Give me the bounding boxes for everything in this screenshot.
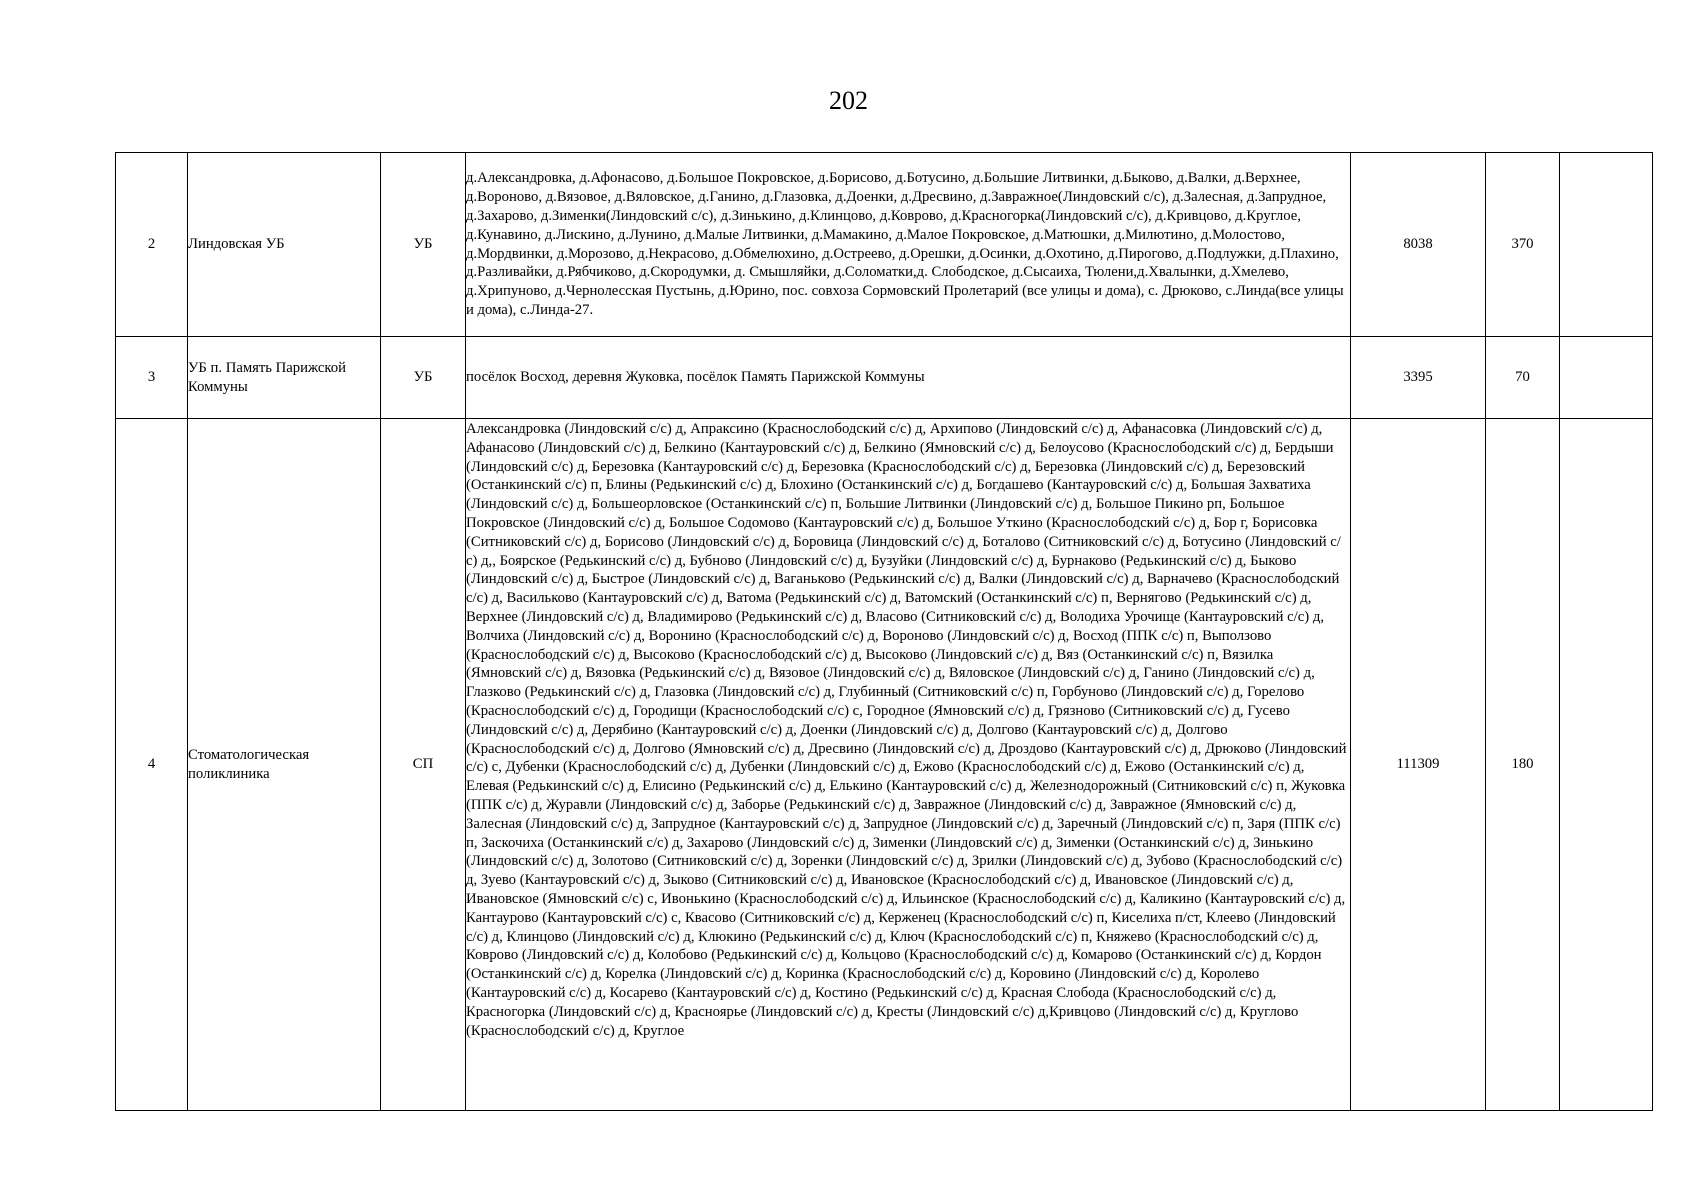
count-value: 180 — [1486, 419, 1560, 1111]
population-value: 3395 — [1351, 337, 1486, 419]
facility-name: Стоматологическая поликлиника — [188, 419, 381, 1111]
facility-type: УБ — [381, 337, 466, 419]
facility-name: УБ п. Память Парижской Коммуны — [188, 337, 381, 419]
served-settlements: д.Александровка, д.Афонасово, д.Большое Покровское, д.Борисово, д.Ботусино, д.Большие Литвинки, д.Быково, д.Валки, д.Верхнее, д.Вороново, д.Вязовое, д.Вяловское, д.Ганино, д.Глазовка, д.Доенки, д.Дресвино, д.Завражное(Линдовский с/с), д.Залесная, д.Запрудное, д.Захарово, д.Зименки(Линдовский с/с), д.Зинькино, д.Клинцово, д.Коврово, д.Красногорка(Линдовский с/с), д.Кривцово, д.Круглое, д.Кунавино, д.Лискино, д.Лунино, д.Малые Литвинки, д.Мамакино, д.Малое Покровское, д.Матюшки, д.Милютино, д.Молостово, д.Мордвинки, д.Морозово, д.Некрасово, д.Обмелюхино, д.Остреево, д.Орешки, д.Осинки, д.Охотино, д.Пирогово, д.Подлужки, д.Плахино, д.Разливайки, д.Рябчиково, д.Скородумки, д. Смышляйки, д.Соломатки,д. Слободское, д.Сысаиха, Тюлени,д.Хвалынки, д.Хмелево, д.Хрипуново, д.Чернолесская Пустынь, д.Юрино, пос. совхоза Сормовский Пролетарий (все улицы и дома), с. Дрюково, с.Линда(все улицы и дома), с.Линда-27. — [466, 153, 1351, 337]
empty-cell — [1560, 419, 1653, 1111]
facilities-table — [115, 152, 1653, 1111]
empty-cell — [1560, 337, 1653, 419]
row-number: 3 — [116, 337, 188, 419]
row-number: 4 — [116, 419, 188, 1111]
table-row — [116, 153, 1653, 337]
empty-cell — [1560, 153, 1653, 337]
facility-type: СП — [381, 419, 466, 1111]
count-value: 370 — [1486, 153, 1560, 337]
served-settlements: Александровка (Линдовский с/с) д, Апраксино (Краснослободский с/с) д, Архипово (Линдовский с/с) д, Афанасовка (Линдовский с/с) д, Афанасово (Линдовский с/с) д, Белкино (Кантауровский с/с) д, Белкино (Ямновский с/с) д, Белоусово (Краснослободский с/с) д, Бердыши (Линдовский с/с) д, Березовка (Кантауровский с/с) д, Березовка (Краснослободский с/с) д, Березовка (Линдовский с/с) д, Березовский (Останкинский с/с) п, Блины (Редькинский с/с) д, Блохино (Останкинский с/с) д, Богдашево (Кантауровский с/с) д, Большая Захватиха (Линдовский с/с) д, Большеорловское (Останкинский с/с) п, Большие Литвинки (Линдовский с/с) д, Большое Пикино рп, Большое Покровское (Линдовский с/с) д, Большое Содомово (Кантауровский с/с) д, Большое Уткино (Краснослободский с/с) д, Бор г, Борисовка (Ситниковский с/с) д, Борисово (Линдовский с/с) д, Боровица (Линдовский с/с) д, Боталово (Ситниковский с/с) д, Ботусино (Линдовский с/с) д,, Боярское (Редькинский с/с) д, Бубново (Линдовский с/с) д, Бузуйки (Линдовский с/с) д, Бурнаково (Редькинский с/с) д, Быково (Линдовский с/с) д, Быстрое (Линдовский с/с) д, Ваганьково (Редькинский с/с) д, Валки (Линдовский с/с) д, Варначево (Краснослободский с/с) д, Васильково (Кантауровский с/с) д, Ватома (Редькинский с/с) д, Ватомский (Останкинский с/с) п, Вернягово (Редькинский с/с) д, Верхнее (Линдовский с/с) д, Владимирово (Редькинский с/с) д, Власово (Ситниковский с/с) д, Володиха Урочище (Кантауровский с/с) д, Волчиха (Линдовский с/с) д, Воронино (Краснослободский с/с) д, Вороново (Линдовский с/с) д, Восход (ППК с/с) п, Выползово (Краснослободский с/с) д, Высоково (Краснослободский с/с) д, Высоково (Линдовский с/с) д, Вяз (Останкинский с/с) п, Вязилка (Ямновский с/с) д, Вязовка (Редькинский с/с) д, Вязовое (Линдовский с/с) д, Вяловское (Линдовский с/с) д, Ганино (Линдовский с/с) д, Глазково (Редькинский с/с) д, Глазовка (Линдовский с/с) д, Глубинный (Ситниковский с/с) п, Горбуново (Линдовский с/с) д, Горелово (Краснослободский с/с) д, Городищи (Краснослободский с/с) с, Городное (Ямновский с/с) д, Грязново (Ситниковский с/с) д, Гусево (Линдовский с/с) д, Дерябино (Кантауровский с/с) д, Доенки (Линдовский с/с) д, Долгово (Кантауровский с/с) д, Долгово (Краснослободский с/с) д, Долгово (Ямновский с/с) д, Дресвино (Линдовский с/с) д, Дроздово (Кантауровский с/с) д, Дрюково (Линдовский с/с) с, Дубенки (Краснослободский с/с) д, Дубенки (Линдовский с/с) д, Ежово (Краснослободский с/с) д, Ежово (Останкинский с/с) д, Елевая (Редькинский с/с) д, Елисино (Редькинский с/с) д, Елькино (Кантауровский с/с) д, Железнодорожный (Ситниковский с/с) п, Жуковка (ППК с/с) д, Журавли (Линдовский с/с) д, Заборье (Редькинский с/с) д, Завражное (Линдовский с/с) д, Завражное (Ямновский с/с) д, Залесная (Линдовский с/с) д, Запрудное (Кантауровский с/с) д, Запрудное (Линдовский с/с) д, Заречный (Линдовский с/с) п, Заря (ППК с/с) п, Заскочиха (Останкинский с/с) д, Захарово (Линдовский с/с) д, Зименки (Линдовский с/с) д, Зименки (Останкинский с/с) д, Зинькино (Линдовский с/с) д, Золотово (Ситниковский с/с) д, Зоренки (Линдовский с/с) д, Зрилки (Линдовский с/с) д, Зубово (Краснослободский с/с) д, Зуево (Кантауровский с/с) д, Зыково (Ситниковский с/с) д, Ивановское (Краснослободский с/с) д, Ивановское (Линдовский с/с) д, Ивановское (Ямновский с/с) с, Ивонькино (Краснослободский с/с) д, Ильинское (Краснослободский с/с) д, Каликино (Кантауровский с/с) д, Кантаурово (Кантауровский с/с) с, Квасово (Ситниковский с/с) д, Керженец (Краснослободский с/с) п, Киселиха п/ст, Клеево (Линдовский с/с) д, Клинцово (Линдовский с/с) д, Клюкино (Редькинский с/с) д, Ключ (Краснослободский с/с) п, Княжево (Краснослободский с/с) д, Коврово (Линдовский с/с) д, Колобово (Редькинский с/с) д, Кольцово (Краснослободский с/с) д, Комарово (Останкинский с/с) д, Кордон (Останкинский с/с) д, Корелка (Линдовский с/с) д, Коринка (Краснослободский с/с) д, Коровино (Линдовский с/с) д, Королево (Кантауровский с/с) д, Косарево (Кантауровский с/с) д, Костино (Редькинский с/с) д, Красная Слобода (Краснослободский с/с) д, Красногорка (Линдовский с/с) д, Красноярье (Линдовский с/с) д, Кресты (Линдовский с/с) д,Кривцово (Линдовский с/с) д, Круглово (Краснослободский с/с) д, Круглое — [466, 421, 1347, 1039]
table-row — [116, 419, 1653, 1111]
population-value: 8038 — [1351, 153, 1486, 337]
facility-type: УБ — [381, 153, 466, 337]
table-row — [116, 337, 1653, 419]
facility-name: Линдовская УБ — [188, 153, 381, 337]
served-settlements-cell — [466, 419, 1351, 1111]
population-value: 111309 — [1351, 419, 1486, 1111]
served-settlements: посёлок Восход, деревня Жуковка, посёлок Память Парижской Коммуны — [466, 337, 1351, 419]
count-value: 70 — [1486, 337, 1560, 419]
page-number: 202 — [829, 86, 868, 115]
row-number: 2 — [116, 153, 188, 337]
